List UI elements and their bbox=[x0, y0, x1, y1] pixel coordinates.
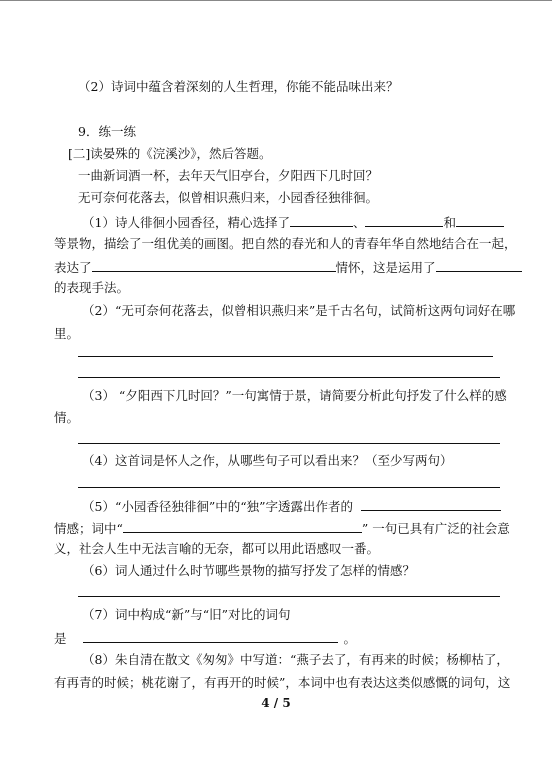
question-7-text-b1: 是 bbox=[54, 631, 67, 646]
answer-line-6[interactable] bbox=[78, 596, 500, 597]
question-5-line-1 bbox=[82, 497, 501, 515]
question-5-line-2 bbox=[54, 519, 510, 537]
answer-line-2b[interactable] bbox=[78, 377, 500, 378]
poem-intro: [二]读晏殊的《浣溪沙》，然后答题。 bbox=[68, 146, 272, 161]
question-6: （6）词人通过什么时节哪些景物的描写抒发了怎样的情感？ bbox=[82, 563, 415, 578]
question-1-text-c1: 表达了 bbox=[54, 260, 92, 275]
question-5-line-3: 义，社会人生中无法言喻的无奈，都可以用此语感叹一番。 bbox=[54, 541, 380, 556]
question-5-text-b2: ” 一句已具有广泛的社会意 bbox=[361, 521, 510, 536]
question-8-line-1: （8）朱自清在散文《匆匆》中写道：“燕子去了，有再来的时候；杨柳枯了， bbox=[82, 652, 509, 667]
section-9-title: 9．练一练 bbox=[78, 124, 136, 139]
question-4: （4）这首词是怀人之作，从哪些句子可以看出来？（至少写两句） bbox=[82, 453, 453, 468]
answer-line-3[interactable] bbox=[78, 443, 500, 444]
question-2-line-2: 里。 bbox=[54, 326, 80, 341]
question-5-text-b1: 情感；词中“ bbox=[54, 521, 123, 536]
question-2-previous: （2）诗词中蕴含着深刻的人生哲理，你能不能品味出来？ bbox=[78, 79, 399, 94]
answer-blank-1a[interactable] bbox=[290, 213, 353, 227]
question-1-separator: 、 bbox=[352, 215, 366, 230]
question-1-line-1 bbox=[82, 213, 504, 231]
question-3-line-2: 情。 bbox=[54, 410, 80, 425]
answer-blank-5b[interactable] bbox=[123, 519, 362, 533]
question-1-line-2: 等景物，描绘了一组优美的画图。把自然的春光和人的青春年华自然地结合在一起， bbox=[54, 236, 517, 251]
poem-line-1: 一曲新词酒一杯，去年天气旧亭台，夕阳西下几时回？ bbox=[78, 168, 379, 183]
question-7-period: 。 bbox=[343, 631, 357, 646]
answer-blank-1d[interactable] bbox=[92, 258, 336, 272]
question-5-text: （5）“小园香径独徘徊”中的“独”字透露出作者的 bbox=[82, 499, 354, 514]
answer-blank-1e[interactable] bbox=[436, 258, 522, 272]
answer-blank-5a[interactable] bbox=[361, 497, 501, 511]
question-7-line-2 bbox=[54, 629, 356, 647]
answer-blank-1c[interactable] bbox=[456, 213, 504, 227]
question-1-line-4: 的表现手法。 bbox=[54, 280, 130, 295]
question-1-text: （1）诗人徘徊小园香径，精心选择了 bbox=[82, 215, 290, 230]
question-8-line-2: 有再青的时候；桃花谢了，有再开的时候”，本词中也有表达这类似感慨的词句，这 bbox=[54, 675, 511, 690]
page-number: 4 / 5 bbox=[261, 696, 291, 710]
question-1-text-c2: 情怀，这是运用了 bbox=[335, 260, 436, 275]
answer-blank-7[interactable] bbox=[83, 629, 338, 643]
question-1-and: 和 bbox=[443, 215, 456, 230]
answer-line-2a[interactable] bbox=[78, 356, 493, 357]
answer-blank-1b[interactable] bbox=[365, 213, 443, 227]
top-border bbox=[0, 0, 552, 1]
question-3-line-1: （3） “夕阳西下几时回？”一句寓情于景，请简要分析此句抒发了什么样的感 bbox=[82, 388, 507, 403]
question-2-line-1: （2）“无可奈何花落去，似曾相识燕归来”是千古名句，试简析这两句词好在哪 bbox=[82, 303, 516, 318]
answer-line-4[interactable] bbox=[78, 487, 500, 488]
poem-line-2: 无可奈何花落去，似曾相识燕归来，小园香径独徘徊。 bbox=[78, 190, 379, 205]
question-7-line-1: （7）词中构成“新”与“旧”对比的词句 bbox=[82, 607, 291, 622]
question-1-line-3 bbox=[54, 258, 522, 276]
